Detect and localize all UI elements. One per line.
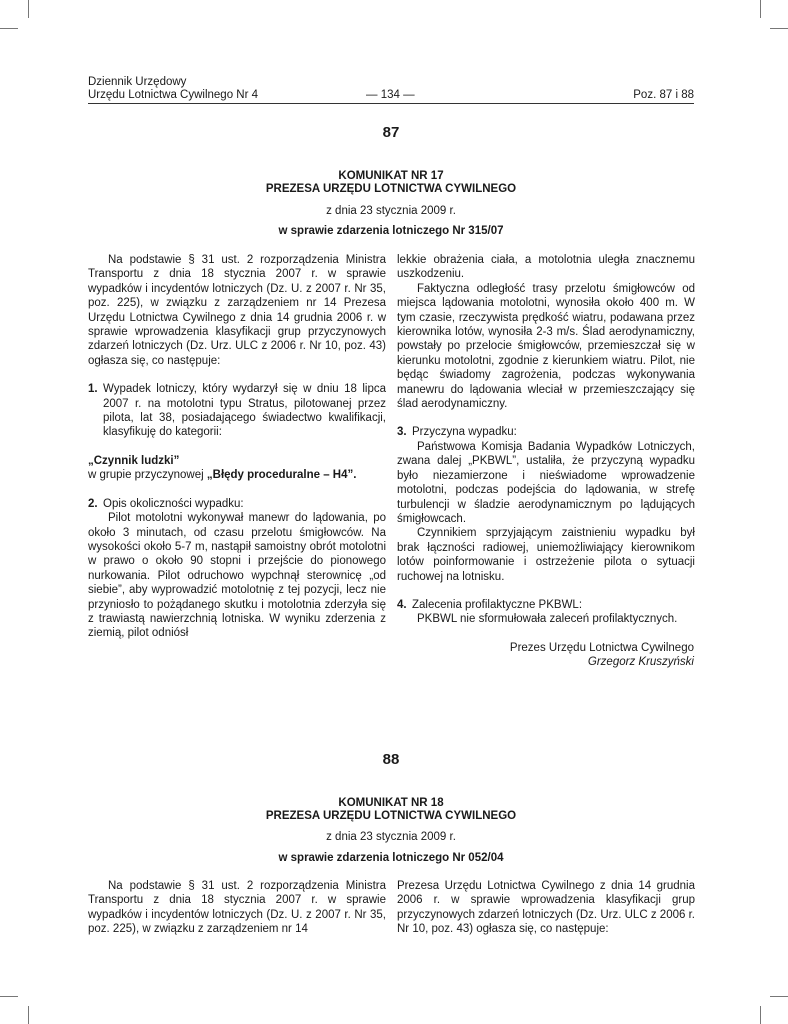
crop-mark — [28, 1006, 29, 1024]
body-paragraph: Pilot motolotni wykonywał manewr do lądowania, po około 3 minutach, od czasu przelotu śmigłowców. Na wysokości około 5-7 m, nastąpił samoistny obrót motolotni w prawo o około 90 stopni i przejście do pionowego nurkowania. Pilot odruchowo wypchnął sterownicę „od siebie”, aby wyprowadzić motolotnię z tej pozycji, lecz nie przyniosło to pożądanego skutku i motolotnia zderzyła się z trawiastą nawierzchnią lotniska. W wyniku zderzenia z ziemią, pilot odniósł — [88, 512, 386, 640]
group-prefix: w grupie przyczynowej — [88, 469, 207, 482]
publication-line-2: Urzędu Lotnictwa Cywilnego Nr 4 — [88, 89, 259, 101]
page-number: — 134 — — [366, 89, 415, 101]
crop-mark — [770, 996, 788, 997]
signature-block — [510, 641, 694, 670]
item-text: Wypadek lotniczy, który wydarzył się w dniu 18 lipca 2007 r. na motolotni typu Stratus, pilotowanej przez pilota, lat 38, posiadającego świadectwo kwalifikacji, klasyfikuję do kategorii: — [103, 383, 386, 439]
intro-paragraph-continued: Prezesa Urzędu Lotnictwa Cywilnego z dnia 14 grudnia 2006 r. w sprawie wprowadzenia klasyfikacji grup przyczynowych zdarzeń lotniczych (Dz. Urz. ULC z 2006 r. Nr 10, poz. 43) ogłasza się, co następuje: — [397, 880, 695, 936]
announcement-date: z dnia 23 stycznia 2009 r. — [326, 205, 456, 217]
item-number: 2. — [88, 497, 98, 510]
position-reference: Poz. 87 i 88 — [633, 89, 694, 101]
section-number: 88 — [382, 751, 400, 768]
title-line-2: PREZESA URZĘDU LOTNICTWA CYWILNEGO — [265, 183, 517, 195]
item-4 — [397, 598, 695, 612]
header-rule — [88, 103, 694, 104]
crop-mark — [760, 1006, 761, 1024]
crop-mark — [770, 28, 788, 29]
crop-mark — [760, 0, 761, 18]
item-3 — [397, 425, 695, 439]
group-label — [88, 468, 386, 482]
right-column — [397, 879, 695, 937]
crop-mark — [0, 28, 18, 29]
intro-paragraph: Na podstawie § 31 ust. 2 rozporządzenia Ministra Transportu z dnia 18 stycznia 2007 r. w sprawie wypadków i incydentów lotniczych (Dz. U. z 2007 r. Nr 35, poz. 225), w związku z zarządzeniem nr 14 Prezesa Urzędu Lotnictwa Cywilnego z dnia 14 grudnia 2006 r. w sprawie wprowadzenia klasyfikacji grup przyczynowych zdarzeń lotniczych (Dz. Urz. ULC z 2006 r. Nr 10, poz. 43) ogłasza się, co następuje: — [88, 254, 386, 367]
announcement-subject: w sprawie zdarzenia lotniczego Nr 052/04 — [278, 852, 504, 864]
right-column — [397, 253, 695, 627]
left-column — [88, 253, 386, 641]
item-number: 1. — [88, 383, 98, 396]
item-number: 4. — [397, 598, 407, 611]
body-paragraph-continued: lekkie obrażenia ciała, a motolotnia uległa znacznemu uszkodzeniu. — [397, 254, 695, 281]
item-title: Zalecenia profilaktyczne PKBWL: — [412, 598, 583, 611]
signature-title: Prezes Urzędu Lotnictwa Cywilnego — [509, 642, 694, 654]
crop-mark — [0, 996, 18, 997]
title-line-1: KOMUNIKAT NR 18 — [338, 797, 444, 809]
item-title: Opis okoliczności wypadku: — [103, 497, 244, 510]
item-title: Przyczyna wypadku: — [412, 426, 517, 439]
announcement-title — [88, 170, 694, 196]
announcement-title — [88, 797, 694, 823]
title-line-1: KOMUNIKAT NR 17 — [338, 170, 444, 182]
item-1 — [88, 382, 386, 440]
body-paragraph: Faktyczna odległość trasy przelotu śmigłowców od miejsca lądowania motolotni, wynosiła około 400 m. W tym czasie, rzeczywista prędkość wiatru, podawana przez kierownika lotów, wynosiła 2-3 m/s. Ślad aerodynamiczny, powstały po przelocie śmigłowców, przemieszczał się w kierunku motolotni, zgodnie z kierunkiem wiatru. Pilot, nie będąc świadomy zagrożenia, podczas wykonywania manewru do lądowania wleciał w przemieszczający się ślad aerodynamiczny. — [397, 282, 695, 411]
signature-name: Grzegorz Kruszyński — [587, 656, 694, 669]
body-paragraph: Czynnikiem sprzyjającym zaistnieniu wypadku był brak łączności radiowej, uniemożliwiający kierownikom lotów poinformowanie i ostrzeżenie pilota o sytuacji ruchowej na lotnisku. — [397, 527, 695, 583]
category-label: „Czynnik ludzki” — [88, 454, 180, 467]
publication-line-1: Dziennik Urzędowy — [88, 76, 187, 88]
item-number: 3. — [397, 426, 407, 439]
left-column — [88, 879, 386, 937]
intro-paragraph: Na podstawie § 31 ust. 2 rozporządzenia Ministra Transportu z dnia 18 stycznia 2007 r. w sprawie wypadków i incydentów lotniczych (Dz. U. z 2007 r. Nr 35, poz. 225), w związku z zarządzeniem nr 14 — [88, 880, 386, 936]
crop-mark — [28, 0, 29, 18]
announcement-date: z dnia 23 stycznia 2009 r. — [326, 831, 456, 843]
title-line-2: PREZESA URZĘDU LOTNICTWA CYWILNEGO — [265, 810, 517, 822]
section-number: 87 — [382, 124, 400, 141]
item-2 — [88, 497, 386, 511]
announcement-subject: w sprawie zdarzenia lotniczego Nr 315/07 — [278, 225, 504, 237]
group-name: „Błędy proceduralne – H4”. — [206, 469, 357, 482]
publication-title — [88, 76, 258, 102]
body-paragraph: Państwowa Komisja Badania Wypadków Lotniczych, zwana dalej „PKBWL”, ustaliła, że przyczyną wypadku było niezamierzone i nieświadome wprowadzenie motolotni, podczas podejścia do lądowania, w strefę turbulencji w śladzie aerodynamicznym po lądujących śmigłowcach. — [397, 440, 695, 525]
body-paragraph: PKBWL nie sformułowała zaleceń profilaktycznych. — [417, 613, 678, 626]
